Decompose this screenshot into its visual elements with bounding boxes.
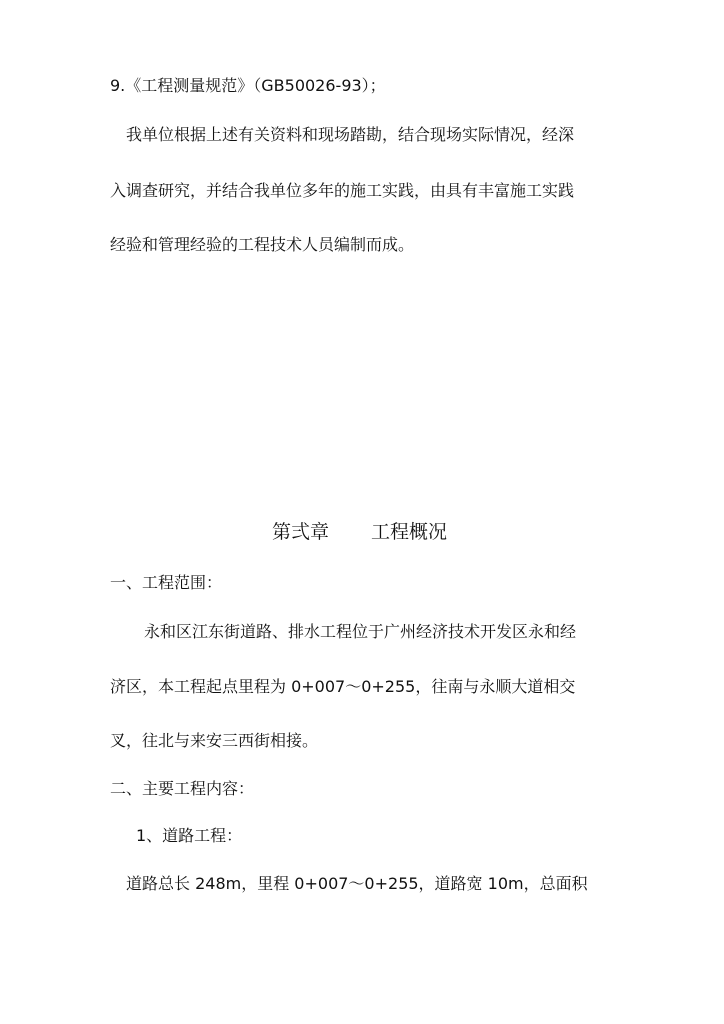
paragraph-line: 经验和管理经验的工程技术人员编制而成。 bbox=[110, 235, 415, 254]
section-heading: 一、工程范围： bbox=[110, 573, 223, 592]
chapter-number: 第弍章 bbox=[272, 521, 330, 543]
section-heading: 二、主要工程内容： bbox=[110, 779, 255, 798]
paragraph-line: 入调查研究，并结合我单位多年的施工实践，由具有丰富施工实践 bbox=[110, 181, 575, 200]
paragraph-line: 永和区江东街道路、排水工程位于广州经济技术开发区永和经 bbox=[144, 622, 577, 641]
paragraph-line: 叉，往北与来安三西街相接。 bbox=[110, 731, 319, 750]
paragraph-line: 道路总长 248m，里程 0+007～0+255，道路宽 10m，总面积 bbox=[126, 874, 588, 893]
subsection-heading: 1、道路工程： bbox=[136, 826, 243, 845]
paragraph-line: 我单位根据上述有关资料和现场踏勘，结合现场实际情况，经深 bbox=[126, 125, 575, 144]
reference-item: 9.《工程测量规范》（GB50026-93）； bbox=[110, 76, 386, 95]
chapter-heading bbox=[272, 520, 447, 544]
paragraph-line: 济区，本工程起点里程为 0+007～0+255，往南与永顺大道相交 bbox=[110, 677, 576, 696]
chapter-title: 工程概况 bbox=[371, 521, 448, 543]
